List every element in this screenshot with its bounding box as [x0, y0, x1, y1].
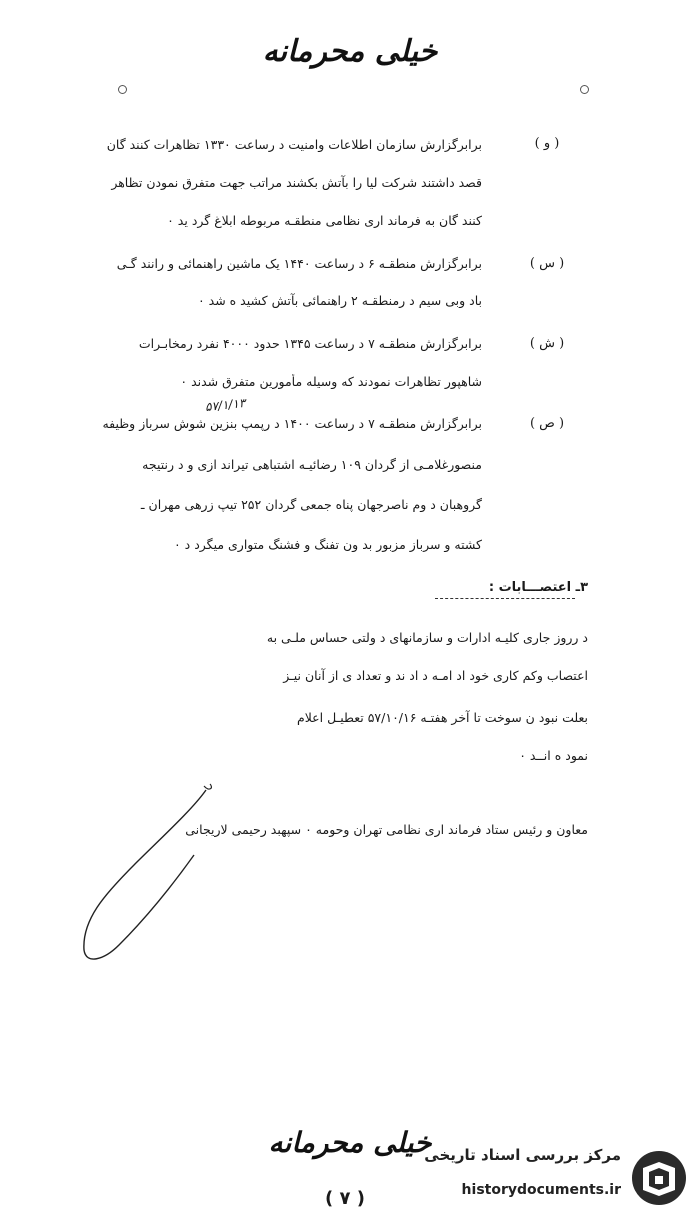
section-strikes-title: ۳ـ اعتصـــابات : [488, 580, 588, 595]
item-vav-line-3: کنند گان به فرماند اری نظامی منطقـه مربوطه ابلاغ گرد ید ۰ [167, 213, 482, 228]
page-number: ( ۷ ) [325, 1188, 365, 1209]
item-shin-line-2: شاهپور تظاهرات نمودند که وسیله مأمورین متفرق شدند ۰ [180, 374, 482, 389]
classification-heading-top: خیلی محرمانه [262, 34, 438, 69]
strikes-line-2: اعتصاب وکم کاری خود اد امـه د اد ند و تعداد ی از آنان نیـز [283, 668, 588, 683]
item-vav-line-2: قصد داشتند شرکت لیا را بآتش بکشند مراتب جهت متفرق نمودن تظاهر [111, 175, 482, 190]
item-sad-line-2: منصورغلامـی از گردان ۱۰۹ رضائیـه اشتباهی تیراند ازی و د رنتیجه [142, 457, 482, 472]
item-sad-line-3: گروهبان د وم ناصرجهان پناه جمعی گردان ۲۵۲ تیپ زرهی مهران ـ [140, 497, 482, 512]
item-sad-line-4: کشته و سرباز مزبور بد ون تفنگ و فشنگ متواری میگرد د ۰ [173, 537, 482, 552]
signature-line: معاون و رئیس ستاد فرماند اری نظامی تهران وحومه ۰ سپهبد رحیمی لاریجانی [185, 822, 588, 837]
watermark-url: historydocuments.ir [461, 1182, 621, 1198]
item-sin-line-1: برابرگزارش منطقـه ۶ د رساعت ۱۴۴۰ یک ماشین راهنمائی و رانند گـی [116, 256, 482, 271]
archive-watermark [412, 1138, 697, 1218]
item-marker-sad: ( ص ) [529, 416, 565, 431]
item-marker-sin: ( س ) [529, 256, 565, 271]
punch-hole-left [118, 85, 127, 94]
strikes-line-3: بعلت نبود ن سوخت تا آخر هفتـه ۵۷/۱۰/۱۶ تعطیـل اعلام [296, 710, 588, 725]
item-shin-line-1: برابرگزارش منطقـه ۷ د رساعت ۱۳۴۵ حدود ۴۰۰۰ نفرد رمخابـرات [138, 336, 482, 351]
handwritten-date-note: ۵۷/۱/۱۳ [204, 395, 246, 415]
watermark-title: مرکز بررسی اسناد تاریخی [424, 1146, 621, 1164]
item-sad-line-1: برابرگزارش منطقـه ۷ د رساعت ۱۴۰۰ د رپمپ بنزین شوش سرباز وظیفه [102, 416, 482, 431]
section-title-underline [435, 598, 575, 599]
strikes-line-4: نمود ه انــد ۰ [519, 748, 588, 763]
handwritten-signature-scribble [64, 780, 224, 970]
punch-hole-right [580, 85, 589, 94]
strikes-line-1: د رروز جاری کلیـه ادارات و سازمانهای د ولتی حساس ملـی به [266, 630, 588, 645]
archive-logo-icon [629, 1148, 689, 1208]
item-marker-shin: ( ش ) [529, 336, 565, 351]
item-sin-line-2: باد وبی سیم د رمنطقـه ۲ راهنمائی بآتش کشید ه شد ۰ [197, 293, 482, 308]
classification-heading-bottom: خیلی محرمانه [268, 1126, 432, 1159]
item-vav-line-1: برابرگزارش سازمان اطلاعات وامنیت د رساعت ۱۳۳۰ تظاهرات کنند گان [106, 137, 482, 152]
item-marker-vav: ( و ) [534, 136, 560, 151]
